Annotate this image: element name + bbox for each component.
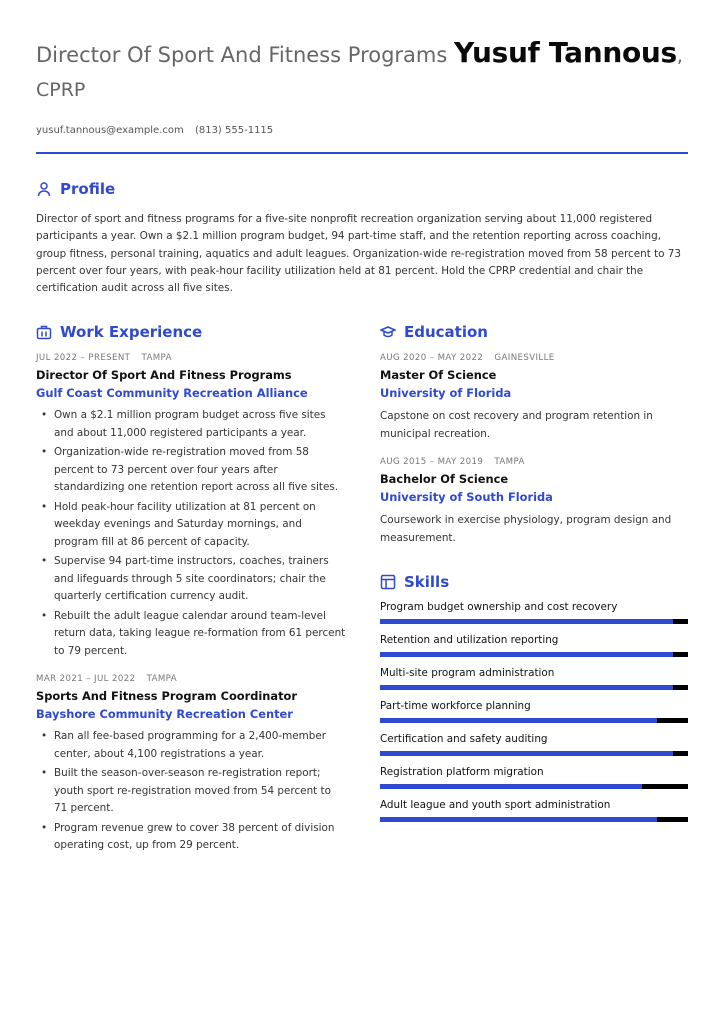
- job-role: Director Of Sport And Fitness Programs: [36, 368, 292, 382]
- bullet-item: • Rebuilt the adult league calendar around team-level return data, taking league re-formation from 61 percent to 79 percent.: [36, 608, 346, 661]
- email[interactable]: yusuf.tannous@example.com: [36, 125, 184, 136]
- candidate-name: Yusuf Tannous: [454, 36, 677, 69]
- skill-level-bar: [380, 652, 688, 657]
- job-organization: Bayshore Community Recreation Center: [36, 707, 293, 721]
- education-entry: [380, 353, 688, 443]
- degree: Master Of Science: [380, 368, 497, 382]
- education-location: GAINESVILLE: [494, 353, 555, 363]
- bullet-item: • Ran all fee-based programming for a 2,400-member center, about 4,100 registrations a year.: [36, 728, 346, 763]
- contact-line: [36, 125, 688, 136]
- school: University of Florida: [380, 386, 512, 400]
- education-title: Education: [404, 323, 488, 341]
- skills-title: Skills: [404, 573, 450, 591]
- skill-label: Retention and utilization reporting: [380, 634, 559, 646]
- school: University of South Florida: [380, 490, 553, 504]
- skills-heading: [380, 573, 688, 591]
- bullet-item: • Organization-wide re-registration moved from 58 percent to 73 percent over four years after standardizing one retention report across all five sites.: [36, 444, 346, 497]
- skill-level-fill: [380, 817, 657, 822]
- header-job-title: Director Of Sport And Fitness Programs: [36, 43, 448, 67]
- header-divider: [36, 152, 688, 154]
- profile-heading: [36, 180, 688, 198]
- skill-item: [380, 633, 688, 657]
- bullet-item: • Supervise 94 part-time instructors, coaches, trainers and lifeguards through 5 site coordinators; chair the quarterly certification currency audit.: [36, 553, 346, 606]
- skill-item: [380, 732, 688, 756]
- skill-level-bar: [380, 751, 688, 756]
- bullet-item: • Hold peak-hour facility utilization at 81 percent on weekday evenings and Saturday mornings, and program fill at 86 percent of capacity.: [36, 499, 346, 552]
- skill-level-fill: [380, 784, 642, 789]
- job-organization: Gulf Coast Community Recreation Alliance: [36, 386, 308, 400]
- layout-grid-icon: [380, 574, 396, 590]
- education-location: TAMPA: [494, 457, 525, 467]
- skills-list: [380, 600, 688, 822]
- profile-summary: Director of sport and fitness programs for a five-site nonprofit recreation organization serving about 11,000 registered participants a year. Own a $2.1 million program budget, 94 part-time staff, and the retention reporting across coaching, group fitness, personal training, aquatics and adult leagues. Organization-wide re-registration moved from 58 percent to 73 percent over four years, with peak-hour facility utilization held at 81 percent. Hold the CPRP credential and chair the certification audit across all five sites.: [36, 213, 682, 295]
- skill-level-bar: [380, 718, 688, 723]
- skill-level-fill: [380, 685, 673, 690]
- profile-section: [36, 180, 688, 297]
- skill-label: Multi-site program administration: [380, 667, 555, 679]
- education-entry: [380, 457, 688, 547]
- skill-item: [380, 699, 688, 723]
- job-bullets: [36, 407, 346, 660]
- education-skills-column: [380, 323, 688, 822]
- skill-label: Program budget ownership and cost recovery: [380, 601, 618, 613]
- skill-item: [380, 600, 688, 624]
- skill-level-bar: [380, 784, 688, 789]
- education-meta: [380, 457, 688, 467]
- job-location: TAMPA: [146, 674, 177, 684]
- skill-label: Part-time workforce planning: [380, 700, 531, 712]
- resume-header: [36, 36, 688, 136]
- job-entry: [36, 353, 346, 660]
- job-dates: MAR 2021 – JUL 2022: [36, 674, 136, 684]
- job-meta: [36, 353, 346, 363]
- skill-level-bar: [380, 817, 688, 822]
- job-dates: JUL 2022 – PRESENT: [36, 353, 131, 363]
- education-description: Coursework in exercise physiology, program design and measurement.: [380, 514, 672, 544]
- experience-column: [36, 323, 346, 857]
- skill-level-bar: [380, 685, 688, 690]
- bullet-item: • Built the season-over-season re-registration report; youth sport re-registration moved from 54 percent to 71 percent.: [36, 765, 346, 818]
- job-meta: [36, 674, 346, 684]
- name-line: [36, 36, 688, 107]
- experience-heading: [36, 323, 346, 341]
- degree: Bachelor Of Science: [380, 472, 509, 486]
- education-description: Capstone on cost recovery and program retention in municipal recreation.: [380, 410, 653, 440]
- phone[interactable]: (813) 555-1115: [194, 125, 274, 136]
- profile-title: Profile: [60, 180, 116, 198]
- briefcase-icon: [36, 324, 52, 340]
- bullet-item: • Own a $2.1 million program budget across five sites and about 11,000 registered participants a year.: [36, 407, 346, 442]
- education-dates: AUG 2015 – MAY 2019: [380, 457, 484, 467]
- skill-label: Adult league and youth sport administration: [380, 799, 611, 811]
- skill-item: [380, 798, 688, 822]
- skill-level-fill: [380, 652, 673, 657]
- credential: , CPRP: [36, 45, 683, 101]
- skill-item: [380, 765, 688, 789]
- skill-label: Certification and safety auditing: [380, 733, 548, 745]
- skills-section: [380, 573, 688, 822]
- graduation-cap-icon: [380, 324, 396, 340]
- education-dates: AUG 2020 – MAY 2022: [380, 353, 484, 363]
- skill-level-fill: [380, 619, 673, 624]
- education-heading: [380, 323, 688, 341]
- bullet-item: • Program revenue grew to cover 38 percent of division operating cost, up from 29 percent.: [36, 820, 346, 855]
- job-role: Sports And Fitness Program Coordinator: [36, 689, 297, 703]
- skill-label: Registration platform migration: [380, 766, 544, 778]
- person-icon: [36, 181, 52, 197]
- job-bullets: [36, 728, 346, 855]
- skill-level-fill: [380, 751, 673, 756]
- skill-level-fill: [380, 718, 657, 723]
- job-entry: [36, 674, 346, 855]
- experience-title: Work Experience: [60, 323, 203, 341]
- skill-level-bar: [380, 619, 688, 624]
- education-meta: [380, 353, 688, 363]
- skill-item: [380, 666, 688, 690]
- job-location: TAMPA: [141, 353, 172, 363]
